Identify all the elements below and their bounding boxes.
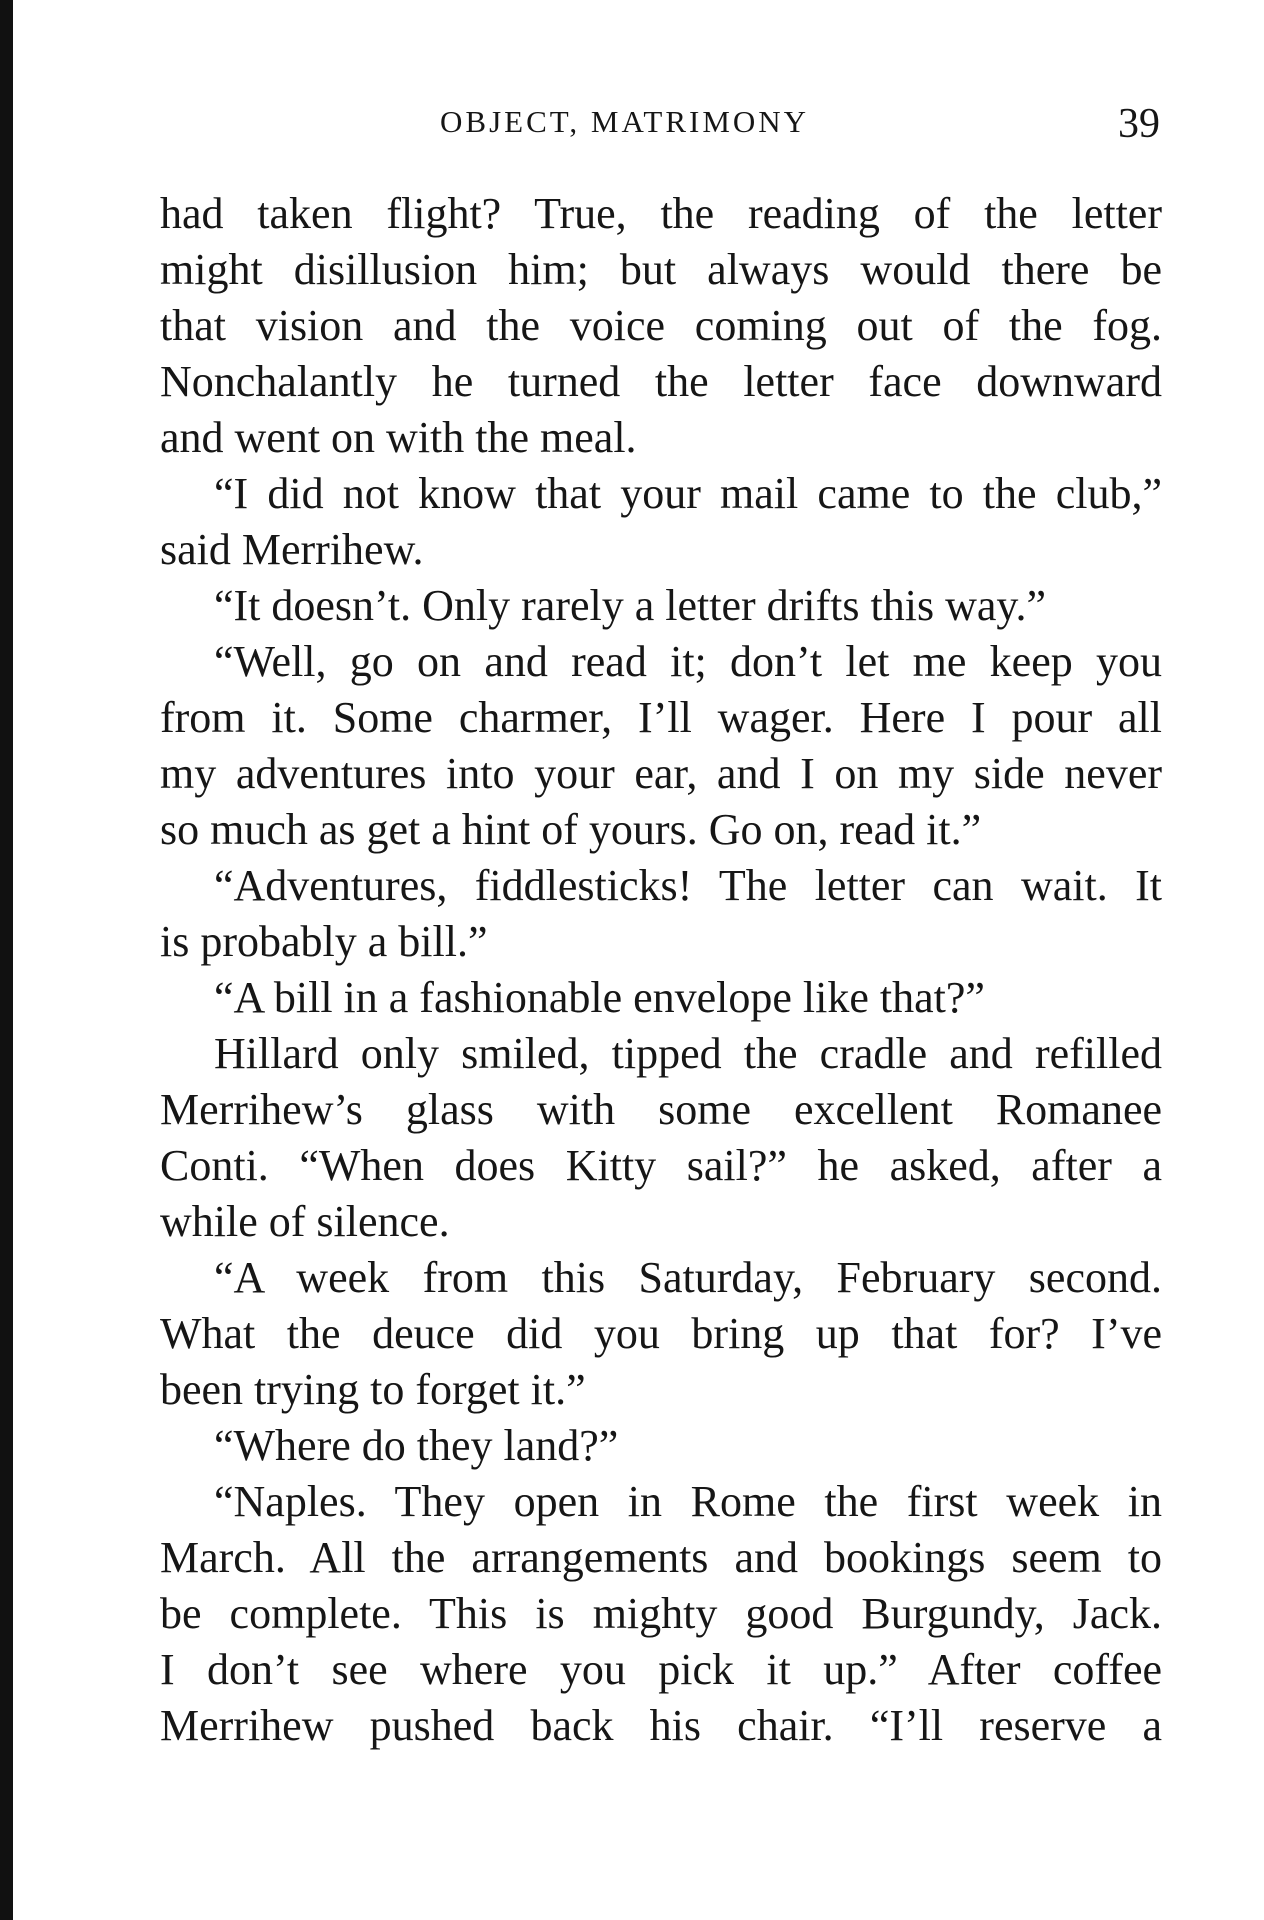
text-line: be complete. This is mighty good Burgundy, Jack. bbox=[160, 1589, 1162, 1638]
text-line: “I did not know that your mail came to the club,” bbox=[214, 469, 1162, 518]
text-line: What the deuce did you bring up that for? I’ve bbox=[160, 1309, 1162, 1358]
page-number: 39 bbox=[1118, 101, 1160, 147]
text-line: Merrihew pushed back his chair. “I’ll reserve a bbox=[160, 1701, 1162, 1750]
text-line: “It doesn’t. Only rarely a letter drifts this way.” bbox=[214, 581, 1047, 630]
text-line: been trying to forget it.” bbox=[160, 1365, 586, 1414]
page-edge-shadow bbox=[0, 0, 13, 1920]
running-head: OBJECT, MATRIMONY bbox=[440, 104, 810, 139]
text-line: “Where do they land?” bbox=[214, 1421, 619, 1470]
text-line: Merrihew’s glass with some excellent Romanee bbox=[160, 1085, 1162, 1134]
text-line: Conti. “When does Kitty sail?” he asked, after a bbox=[160, 1141, 1162, 1190]
text-line: had taken flight? True, the reading of the letter bbox=[160, 189, 1162, 238]
page-header bbox=[160, 100, 1160, 160]
text-line: Hillard only smiled, tipped the cradle and refilled bbox=[214, 1029, 1162, 1078]
text-line: March. All the arrangements and bookings seem to bbox=[160, 1533, 1162, 1582]
body-text bbox=[160, 186, 1162, 1754]
text-line: “A bill in a fashionable envelope like that?” bbox=[214, 973, 985, 1022]
text-line: I don’t see where you pick it up.” After coffee bbox=[160, 1645, 1162, 1694]
text-line: “A week from this Saturday, February second. bbox=[214, 1253, 1162, 1302]
text-line: might disillusion him; but always would there be bbox=[160, 245, 1162, 294]
text-line: Nonchalantly he turned the letter face downward bbox=[160, 357, 1162, 406]
text-line: so much as get a hint of yours. Go on, read it.” bbox=[160, 805, 982, 854]
text-line: from it. Some charmer, I’ll wager. Here I pour all bbox=[160, 693, 1162, 742]
text-line: is probably a bill.” bbox=[160, 917, 488, 966]
text-line: my adventures into your ear, and I on my side never bbox=[160, 749, 1162, 798]
text-line: “Adventures, fiddlesticks! The letter can wait. It bbox=[214, 861, 1162, 910]
text-line: “Well, go on and read it; don’t let me keep you bbox=[214, 637, 1162, 686]
text-line: and went on with the meal. bbox=[160, 413, 637, 462]
text-line: “Naples. They open in Rome the first week in bbox=[214, 1477, 1162, 1526]
text-line: that vision and the voice coming out of the fog. bbox=[160, 301, 1162, 350]
text-line: while of silence. bbox=[160, 1197, 450, 1246]
text-line: said Merrihew. bbox=[160, 525, 424, 574]
